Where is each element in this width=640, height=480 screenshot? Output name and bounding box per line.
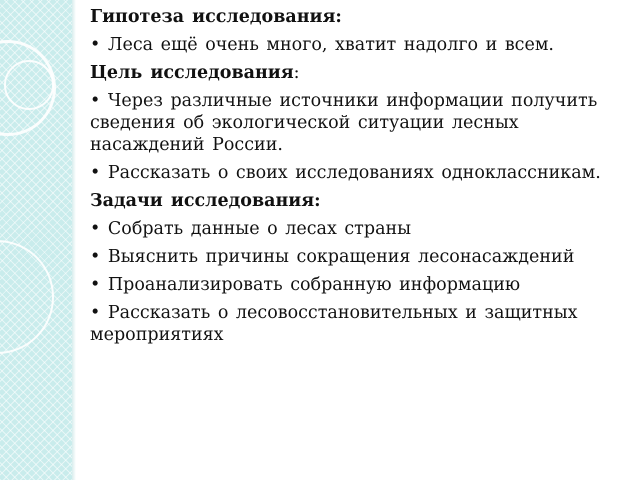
task-item: • Собрать данные о лесах страны: [90, 218, 630, 240]
task-item: • Выяснить причины сокращения лесонасаждений: [90, 246, 630, 268]
hypothesis-item: • Леса ещё очень много, хватит надолго и всем.: [90, 34, 630, 56]
slide-content: [90, 6, 630, 352]
decorative-circle-lower: [0, 240, 54, 354]
decorative-side-band: [0, 0, 72, 480]
band-edge-divider: [72, 0, 76, 480]
goal-item: • Рассказать о своих исследованиях одноклассникам.: [90, 162, 630, 184]
task-item: • Рассказать о лесовосстановительных и защитных мероприятиях: [90, 302, 630, 346]
tasks-heading: Задачи исследования:: [90, 191, 321, 211]
task-item: • Проанализировать собранную информацию: [90, 274, 630, 296]
hypothesis-heading: Гипотеза исследования:: [90, 7, 342, 27]
decorative-circle-small: [4, 60, 54, 110]
goal-heading-line: [90, 62, 630, 84]
goal-item: • Через различные источники информации получить сведения об экологической ситуации лесных насаждений России.: [90, 90, 630, 156]
goal-heading: Цель исследования: [90, 63, 294, 83]
goal-heading-colon: :: [293, 63, 300, 83]
